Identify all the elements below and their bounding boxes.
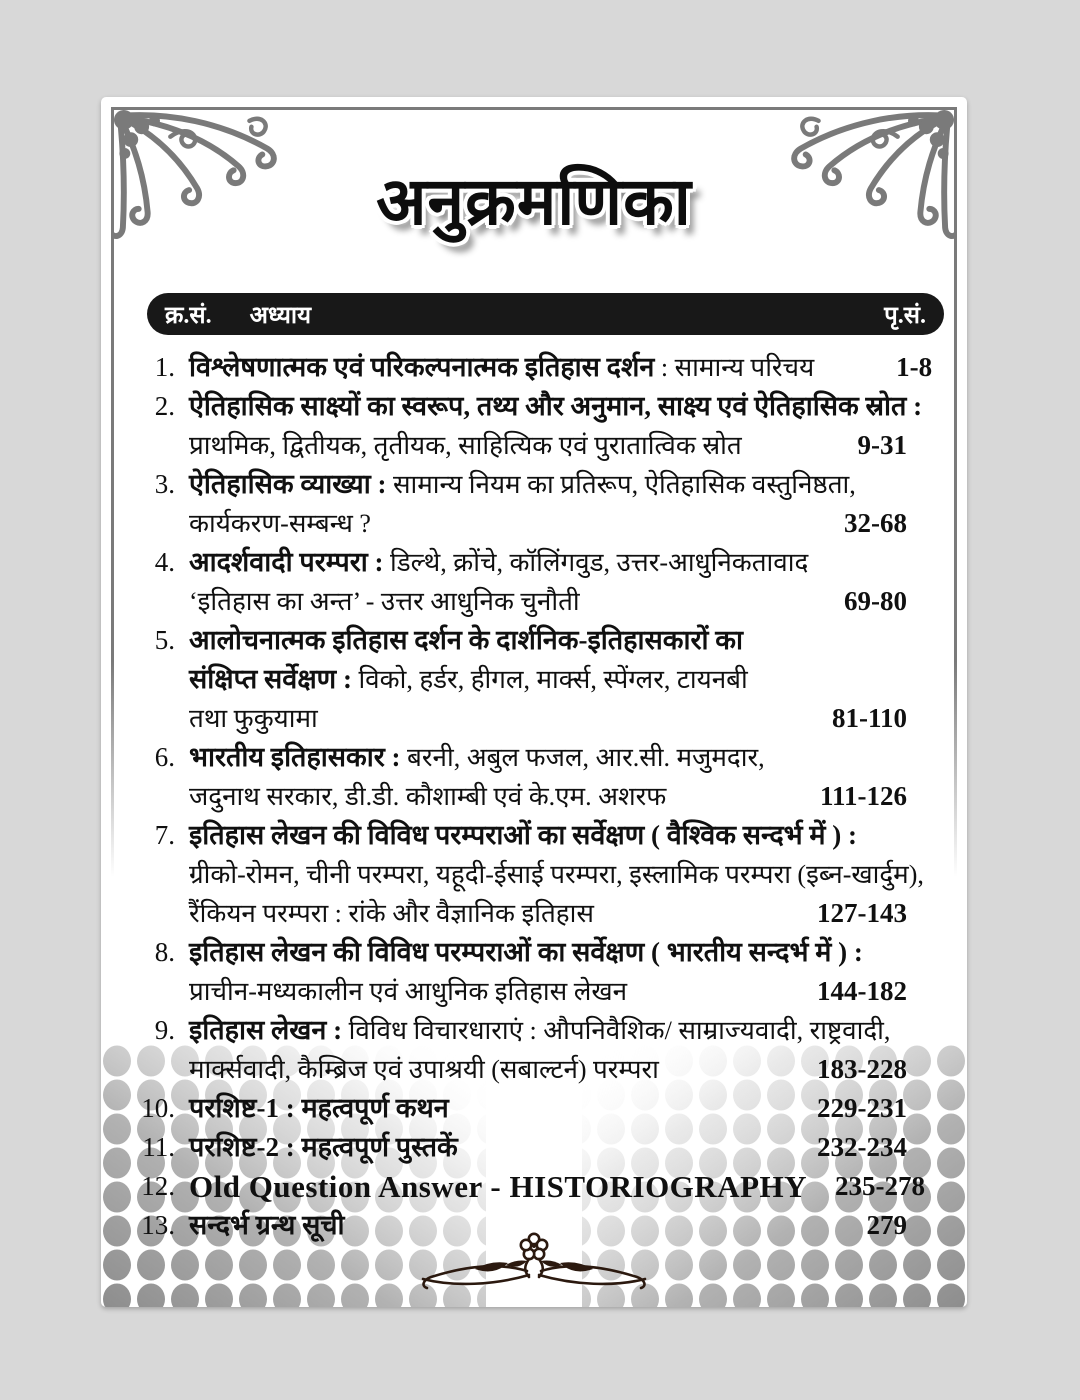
toc-item-text: तथा फुकुयामा — [189, 704, 318, 733]
toc-row — [131, 348, 933, 387]
toc-row — [131, 1011, 907, 1050]
toc-item-text: सन्दर्भ ग्रन्थ सूची — [189, 1210, 345, 1240]
toc-item-number — [131, 660, 189, 699]
toc-item-text: परशिष्ट-2 : महत्वपूर्ण पुस्तकें — [189, 1132, 458, 1162]
toc-item-number — [131, 1050, 189, 1089]
toc-item-text: संक्षिप्त सर्वेक्षण : विको, हर्डर, हीगल, मार्क्स, स्पेंग्लर, टायनबी — [189, 664, 748, 694]
toc-row — [131, 426, 907, 465]
toc-row — [131, 777, 907, 816]
toc-item-pages: 183-228 — [817, 1054, 907, 1084]
toc-item-number: 4. — [154, 547, 175, 577]
toc-item-text: विश्लेषणात्मक एवं परिकल्पनात्मक इतिहास दर्शन : सामान्य परिचय — [189, 352, 815, 382]
toc-row — [131, 1206, 907, 1245]
toc-row — [131, 699, 907, 738]
toc-row — [131, 816, 907, 855]
toc-row — [131, 738, 907, 777]
toc-item-pages: 111-126 — [819, 781, 907, 811]
toc-item-number: 1. — [154, 352, 175, 382]
toc-row — [131, 1167, 926, 1206]
toc-row — [131, 621, 907, 660]
toc-item-number — [131, 504, 189, 543]
toc-item-number — [131, 855, 189, 894]
toc-list — [131, 348, 933, 1245]
toc-row — [131, 933, 907, 972]
toc-item-number: 7. — [154, 820, 175, 850]
toc-item-text: ऐतिहासिक साक्ष्यों का स्वरूप, तथ्य और अनुमान, साक्ष्य एवं ऐतिहासिक स्रोत : — [189, 391, 923, 421]
toc-item-number: 2. — [154, 391, 175, 421]
toc-row — [131, 660, 907, 699]
toc-item-pages: 235-278 — [835, 1171, 926, 1201]
toc-row — [131, 543, 907, 582]
toc-row — [131, 894, 907, 933]
toc-row — [131, 1128, 907, 1167]
toc-item-text: प्राथमिक, द्वितीयक, तृतीयक, साहित्यिक एवं पुरातात्विक स्रोत — [189, 431, 742, 460]
toc-item-number: 10. — [141, 1093, 175, 1123]
toc-item-text: आलोचनात्मक इतिहास दर्शन के दार्शनिक-इतिहासकारों का — [189, 625, 743, 655]
toc-item-pages: 232-234 — [817, 1132, 907, 1162]
toc-item-number — [131, 582, 189, 621]
toc-row — [131, 465, 907, 504]
toc-item-pages: 1-8 — [896, 352, 933, 382]
toc-item-text: ‘इतिहास का अन्त’ - उत्तर आधुनिक चुनौती — [189, 587, 580, 616]
toc-row — [131, 855, 924, 894]
toc-item-number — [131, 777, 189, 816]
toc-item-number: 12. — [141, 1171, 175, 1201]
toc-item-number: 9. — [154, 1015, 175, 1045]
toc-item-text: इतिहास लेखन की विविध परम्पराओं का सर्वेक्षण ( वैश्विक सन्दर्भ में ) : — [189, 820, 858, 850]
toc-item-pages: 81-110 — [831, 703, 907, 733]
toc-item-pages: 229-231 — [817, 1093, 907, 1123]
toc-item-text: ग्रीको-रोमन, चीनी परम्परा, यहूदी-ईसाई परम्परा, इस्लामिक परम्परा (इब्न-खार्दुम), — [189, 860, 924, 889]
toc-item-pages: 9-31 — [857, 430, 907, 460]
toc-row — [131, 972, 907, 1011]
toc-item-pages: 144-182 — [817, 976, 907, 1006]
toc-item-text: आदर्शवादी परम्परा : डिल्थे, क्रोंचे, कॉलिंगवुड, उत्तर-आधुनिकतावाद — [189, 547, 809, 577]
page-title: अनुक्रमणिका — [376, 166, 692, 239]
toc-item-pages: 279 — [866, 1210, 907, 1240]
table-header-bar — [147, 293, 944, 335]
toc-item-number: 5. — [154, 625, 175, 655]
toc-item-number — [131, 972, 189, 1011]
toc-item-text: इतिहास लेखन : विविध विचारधाराएं : औपनिवैशिक/ साम्राज्यवादी, राष्ट्रवादी, — [189, 1015, 891, 1045]
toc-item-number: 6. — [154, 742, 175, 772]
toc-item-text: मार्क्सवादी, कैम्ब्रिज एवं उपाश्रयी (सबाल्टर्न) परम्परा — [189, 1055, 659, 1084]
toc-item-number — [131, 699, 189, 738]
toc-item-pages: 69-80 — [844, 586, 907, 616]
toc-item-number: 11. — [142, 1132, 175, 1162]
toc-item-pages: 32-68 — [844, 508, 907, 538]
toc-card — [101, 97, 967, 1307]
toc-row — [131, 387, 923, 426]
header-pageno-label: पृ.सं. — [884, 302, 926, 329]
toc-item-number — [131, 426, 189, 465]
toc-item-pages: 127-143 — [817, 898, 907, 928]
toc-item-text: ऐतिहासिक व्याख्या : सामान्य नियम का प्रतिरूप, ऐतिहासिक वस्तुनिष्ठता, — [189, 469, 856, 499]
toc-item-number: 13. — [141, 1210, 175, 1240]
toc-item-number: 3. — [154, 469, 175, 499]
toc-row — [131, 582, 907, 621]
toc-item-text: प्राचीन-मध्यकालीन एवं आधुनिक इतिहास लेखन — [189, 977, 628, 1006]
toc-item-text: इतिहास लेखन की विविध परम्पराओं का सर्वेक्षण ( भारतीय सन्दर्भ में ) : — [189, 937, 863, 967]
toc-item-text: रैंकियन परम्परा : रांके और वैज्ञानिक इतिहास — [189, 899, 594, 928]
toc-row — [131, 1050, 907, 1089]
toc-item-text: Old Question Answer - HISTORIOGRAPHY — [189, 1169, 808, 1204]
toc-item-text: भारतीय इतिहासकार : बरनी, अबुल फजल, आर.सी. मजुमदार, — [189, 742, 765, 772]
toc-item-text: जदुनाथ सरकार, डी.डी. कौशाम्बी एवं के.एम. अशरफ — [189, 782, 667, 811]
toc-item-number — [131, 894, 189, 933]
toc-item-text: कार्यकरण-सम्बन्ध ? — [189, 509, 371, 538]
toc-row — [131, 1089, 907, 1128]
toc-item-number: 8. — [154, 937, 175, 967]
toc-row — [131, 504, 907, 543]
header-serial-label: क्र.सं. — [165, 302, 212, 329]
toc-item-text: परशिष्ट-1 : महत्वपूर्ण कथन — [189, 1093, 449, 1123]
header-chapter-label: अध्याय — [249, 302, 312, 329]
